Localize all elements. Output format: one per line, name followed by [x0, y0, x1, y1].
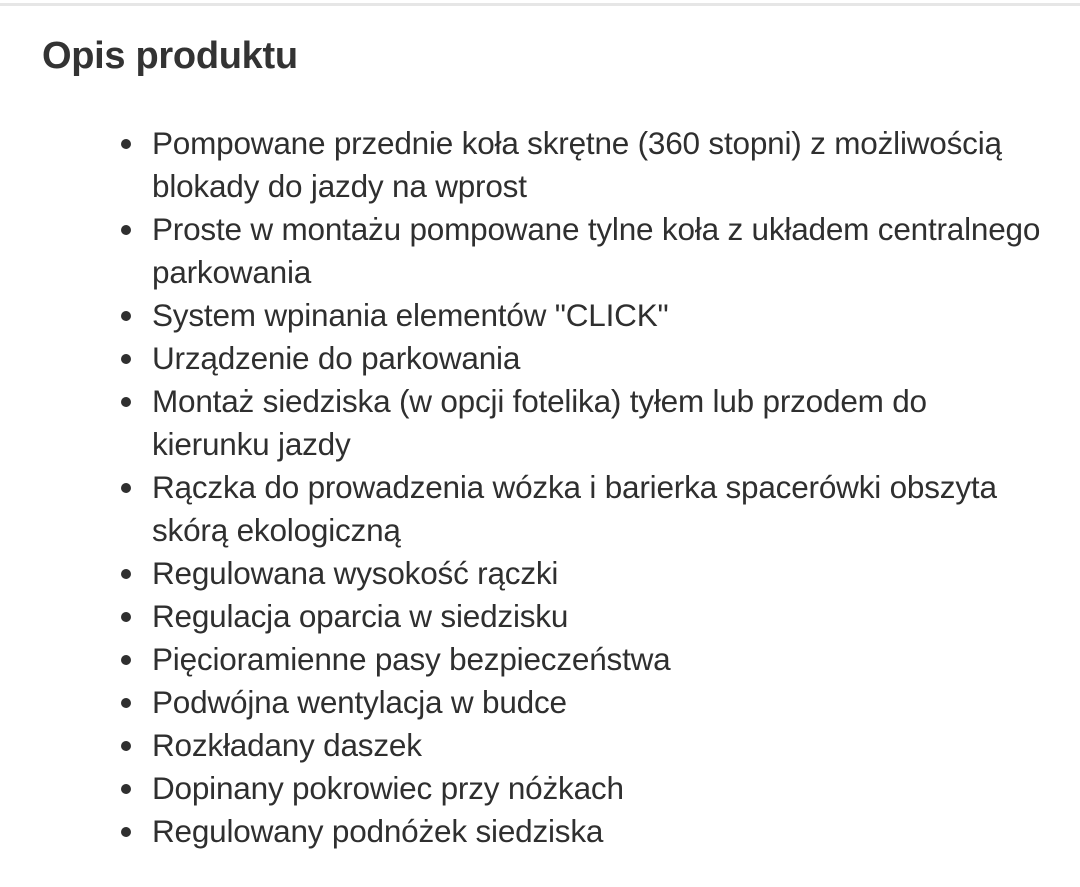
- list-item: [0, 595, 1080, 638]
- bullet-icon: [121, 612, 131, 622]
- section-title: Opis produktu: [42, 35, 298, 77]
- bullet-icon: [121, 139, 131, 149]
- bullet-icon: [121, 225, 131, 235]
- feature-text: Pompowane przednie koła skrętne (360 stopni) z możliwością blokady do jazdy na wprost: [152, 125, 1002, 204]
- bullet-icon: [121, 311, 131, 321]
- list-item: [0, 681, 1080, 724]
- bullet-icon: [121, 655, 131, 665]
- list-item: [0, 810, 1080, 853]
- feature-text: Proste w montażu pompowane tylne koła z układem centralnego parkowania: [152, 211, 1041, 290]
- feature-text: Pięcioramienne pasy bezpieczeństwa: [152, 641, 671, 677]
- bullet-icon: [121, 354, 131, 364]
- list-item: [0, 380, 1080, 466]
- bullet-icon: [121, 827, 131, 837]
- feature-list: [0, 122, 1080, 853]
- feature-text: Regulowany podnóżek siedziska: [152, 813, 604, 849]
- bullet-icon: [121, 741, 131, 751]
- feature-text: Rozkładany daszek: [152, 727, 422, 763]
- list-item: [0, 552, 1080, 595]
- feature-text: Dopinany pokrowiec przy nóżkach: [152, 770, 624, 806]
- feature-text: Urządzenie do parkowania: [152, 340, 521, 376]
- bullet-icon: [121, 483, 131, 493]
- list-item: [0, 208, 1080, 294]
- list-item: [0, 337, 1080, 380]
- list-item: [0, 724, 1080, 767]
- list-item: [0, 767, 1080, 810]
- feature-text: Podwójna wentylacja w budce: [152, 684, 567, 720]
- feature-text: Rączka do prowadzenia wózka i barierka spacerówki obszyta skórą ekologiczną: [152, 469, 997, 548]
- list-item: [0, 466, 1080, 552]
- bullet-icon: [121, 698, 131, 708]
- bullet-icon: [121, 569, 131, 579]
- feature-text: System wpinania elementów "CLICK": [152, 297, 669, 333]
- feature-text: Regulowana wysokość rączki: [152, 555, 559, 591]
- list-item: [0, 294, 1080, 337]
- top-divider: [0, 3, 1080, 6]
- bullet-icon: [121, 397, 131, 407]
- feature-text: Montaż siedziska (w opcji fotelika) tyłem lub przodem do kierunku jazdy: [152, 383, 927, 462]
- bullet-icon: [121, 784, 131, 794]
- list-item: [0, 122, 1080, 208]
- list-item: [0, 638, 1080, 681]
- feature-text: Regulacja oparcia w siedzisku: [152, 598, 569, 634]
